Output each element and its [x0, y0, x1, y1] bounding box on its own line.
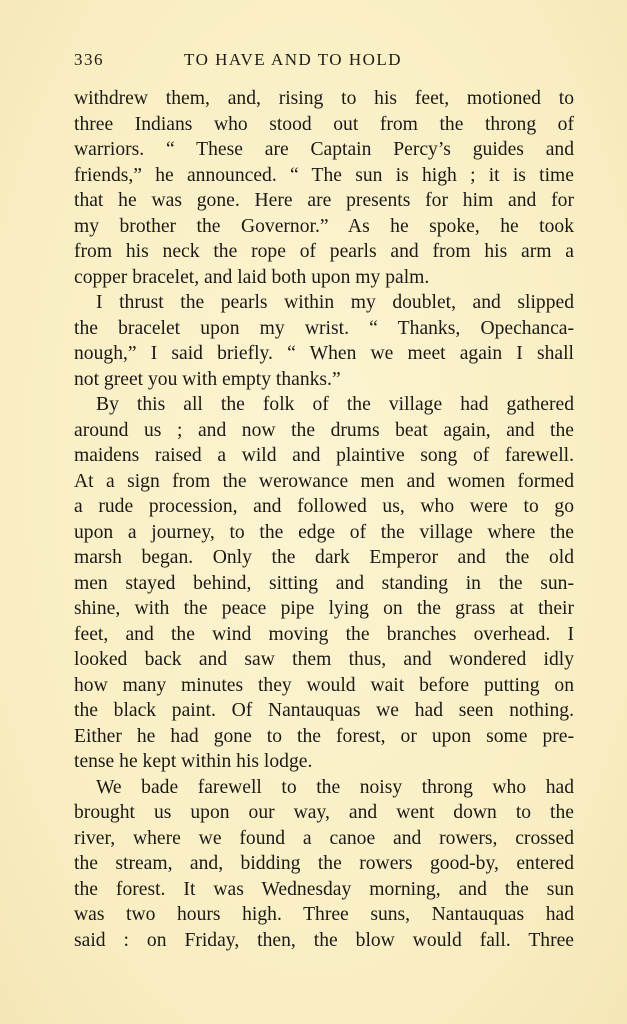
text-line: feet, and the wind moving the branches overhead. I	[74, 623, 574, 645]
text-line: At a sign from the werowance men and women formed	[74, 470, 574, 492]
text-line: nough,” I said briefly. “ When we meet again I shall	[74, 343, 574, 364]
text-line: We bade farewell to the noisy throng who had	[96, 776, 574, 798]
text-line: the forest. It was Wednesday morning, and the sun	[74, 878, 574, 900]
text-line: upon a journey, to the edge of the village where the	[74, 521, 574, 543]
text-line: looked back and saw them thus, and wondered idly	[74, 649, 574, 670]
text-line: I thrust the pearls within my doublet, and slipped	[96, 292, 574, 313]
text-line: warriors. “ These are Captain Percy’s guides and	[74, 139, 574, 160]
text-line: brought us upon our way, and went down to the	[74, 802, 574, 823]
text-line: a rude procession, and followed us, who were to go	[74, 496, 574, 517]
text-line: shine, with the peace pipe lying on the grass at their	[74, 598, 574, 619]
text-line: withdrew them, and, rising to his feet, motioned to	[74, 88, 574, 109]
book-page	[74, 46, 574, 951]
text-line: how many minutes they would wait before putting on	[74, 674, 574, 696]
text-line: that he was gone. Here are presents for him and for	[74, 190, 574, 211]
text-line: men stayed behind, sitting and standing in the sun-	[74, 572, 574, 594]
text-line: maidens raised a wild and plaintive song of farewell.	[74, 445, 574, 466]
text-line: marsh began. Only the dark Emperor and the old	[74, 547, 574, 568]
running-title: TO HAVE AND TO HOLD	[184, 50, 403, 69]
paragraph	[74, 290, 574, 392]
text-line: my brother the Governor.” As he spoke, he took	[74, 215, 574, 237]
paragraph	[74, 392, 574, 775]
text-line: three Indians who stood out from the throng of	[74, 113, 574, 135]
text-line: the bracelet upon my wrist. “ Thanks, Opechanca-	[74, 317, 574, 339]
paragraph	[74, 86, 574, 290]
text-line: said : on Friday, then, the blow would fall. Three	[74, 929, 574, 951]
running-head	[74, 46, 574, 76]
body-text	[74, 86, 574, 953]
text-line: river, where we found a canoe and rowers, crossed	[74, 827, 574, 849]
paragraph	[74, 775, 574, 954]
page-number: 336	[74, 50, 104, 69]
text-line: Either he had gone to the forest, or upon some pre-	[74, 725, 574, 747]
text-line: the stream, and, bidding the rowers good-by, entered	[74, 853, 574, 874]
text-line: not greet you with empty thanks.”	[74, 368, 341, 390]
text-line: By this all the folk of the village had gathered	[96, 394, 574, 415]
text-line: friends,” he announced. “ The sun is high ; it is time	[74, 164, 574, 186]
text-line: was two hours high. Three suns, Nantauquas had	[74, 904, 574, 925]
text-line: from his neck the rope of pearls and from his arm a	[74, 241, 574, 262]
text-line: tense he kept within his lodge.	[74, 751, 313, 772]
text-line: around us ; and now the drums beat again, and the	[74, 419, 574, 441]
text-line: copper bracelet, and laid both upon my palm.	[74, 266, 430, 288]
text-line: the black paint. Of Nantauquas we had seen nothing.	[74, 700, 574, 721]
